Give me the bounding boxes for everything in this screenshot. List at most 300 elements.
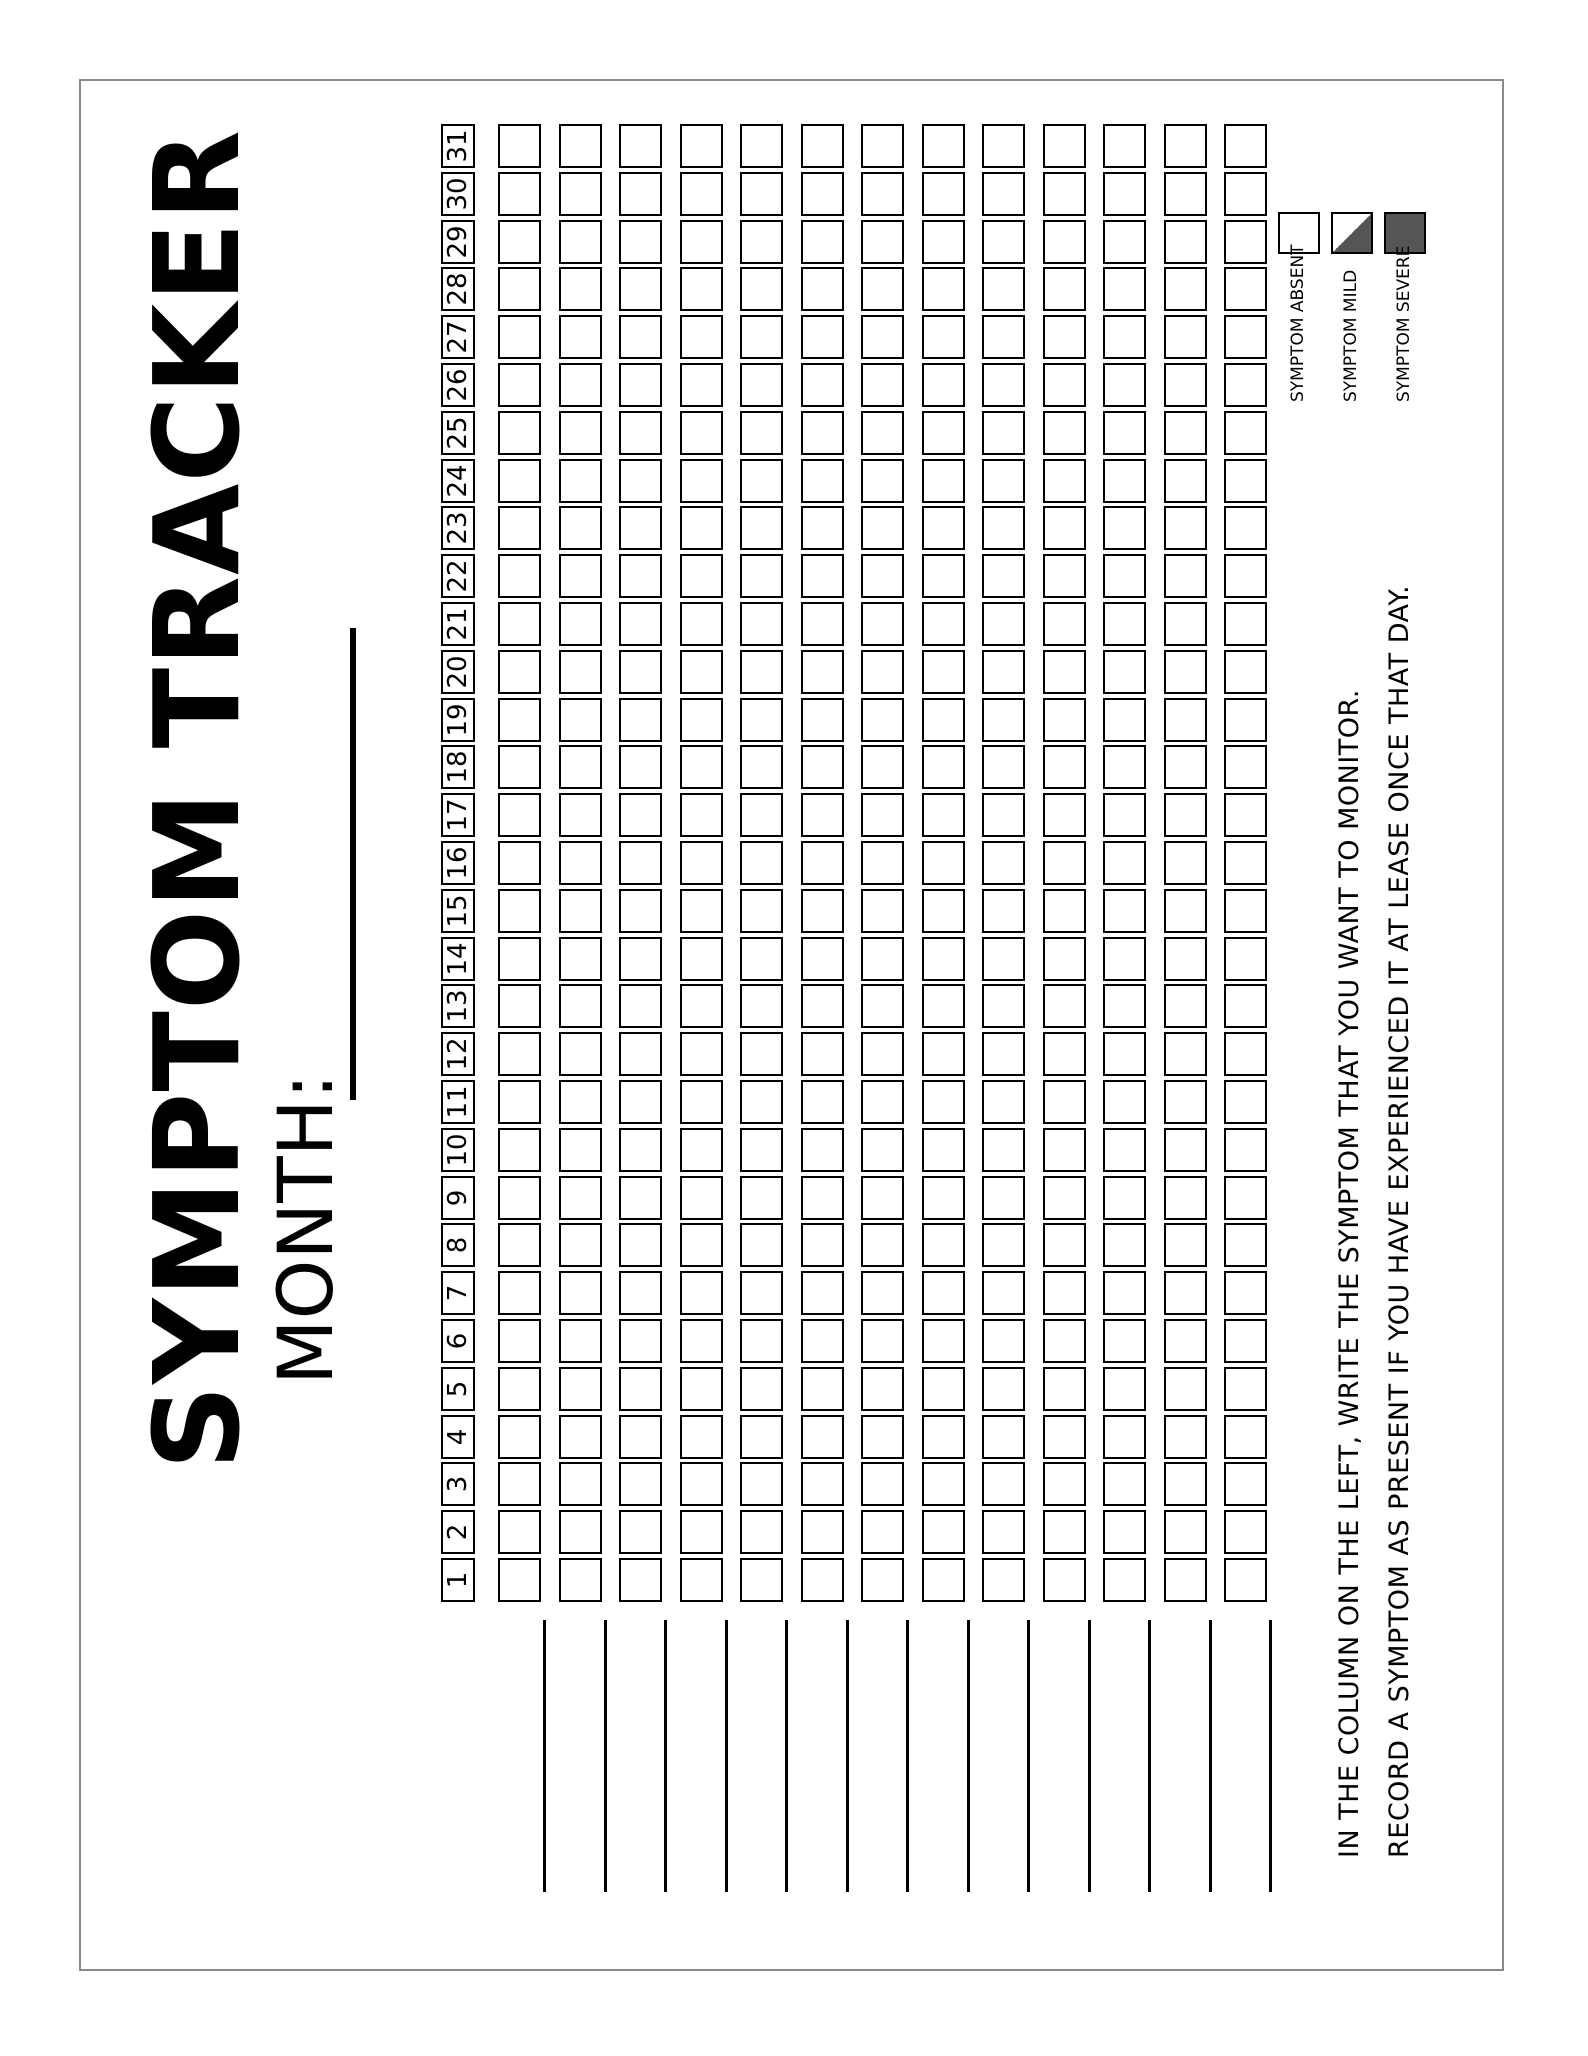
symptom-day-cell[interactable] (861, 267, 904, 311)
symptom-day-cell[interactable] (559, 1223, 602, 1267)
symptom-day-cell[interactable] (861, 793, 904, 837)
symptom-day-cell[interactable] (680, 506, 723, 550)
symptom-day-cell[interactable] (861, 554, 904, 598)
symptom-day-cell[interactable] (1164, 1367, 1207, 1411)
symptom-day-cell[interactable] (982, 1176, 1025, 1220)
symptom-day-cell[interactable] (982, 267, 1025, 311)
symptom-day-cell[interactable] (1103, 1032, 1146, 1076)
symptom-day-cell[interactable] (1164, 841, 1207, 885)
symptom-day-cell[interactable] (1043, 1223, 1086, 1267)
symptom-day-cell[interactable] (922, 1415, 965, 1459)
symptom-day-cell[interactable] (498, 267, 541, 311)
symptom-day-cell[interactable] (559, 841, 602, 885)
symptom-day-cell[interactable] (1103, 1462, 1146, 1506)
symptom-day-cell[interactable] (1224, 315, 1267, 359)
symptom-day-cell[interactable] (1224, 506, 1267, 550)
symptom-day-cell[interactable] (801, 1558, 844, 1602)
symptom-day-cell[interactable] (740, 984, 783, 1028)
symptom-day-cell[interactable] (1164, 363, 1207, 407)
symptom-day-cell[interactable] (498, 124, 541, 168)
symptom-day-cell[interactable] (1164, 315, 1207, 359)
symptom-day-cell[interactable] (680, 793, 723, 837)
symptom-day-cell[interactable] (740, 841, 783, 885)
symptom-day-cell[interactable] (1103, 1128, 1146, 1172)
symptom-day-cell[interactable] (740, 1032, 783, 1076)
symptom-day-cell[interactable] (1043, 506, 1086, 550)
symptom-day-cell[interactable] (498, 1080, 541, 1124)
symptom-day-cell[interactable] (1224, 889, 1267, 933)
symptom-day-cell[interactable] (1224, 267, 1267, 311)
symptom-day-cell[interactable] (1043, 1367, 1086, 1411)
symptom-name-line[interactable] (604, 1620, 607, 1892)
symptom-day-cell[interactable] (801, 1319, 844, 1363)
symptom-day-cell[interactable] (498, 459, 541, 503)
symptom-name-line[interactable] (967, 1620, 970, 1892)
symptom-day-cell[interactable] (619, 1462, 662, 1506)
symptom-day-cell[interactable] (619, 793, 662, 837)
symptom-day-cell[interactable] (982, 172, 1025, 216)
symptom-day-cell[interactable] (861, 172, 904, 216)
symptom-day-cell[interactable] (982, 984, 1025, 1028)
symptom-day-cell[interactable] (559, 698, 602, 742)
symptom-day-cell[interactable] (1043, 745, 1086, 789)
symptom-day-cell[interactable] (559, 459, 602, 503)
symptom-day-cell[interactable] (498, 1176, 541, 1220)
symptom-day-cell[interactable] (740, 698, 783, 742)
symptom-day-cell[interactable] (861, 937, 904, 981)
symptom-day-cell[interactable] (680, 1032, 723, 1076)
symptom-day-cell[interactable] (801, 793, 844, 837)
symptom-day-cell[interactable] (982, 124, 1025, 168)
symptom-day-cell[interactable] (982, 411, 1025, 455)
symptom-day-cell[interactable] (801, 1462, 844, 1506)
symptom-day-cell[interactable] (740, 1367, 783, 1411)
symptom-day-cell[interactable] (982, 602, 1025, 646)
symptom-day-cell[interactable] (1164, 554, 1207, 598)
symptom-day-cell[interactable] (801, 220, 844, 264)
symptom-day-cell[interactable] (619, 554, 662, 598)
symptom-day-cell[interactable] (559, 602, 602, 646)
symptom-day-cell[interactable] (680, 698, 723, 742)
symptom-day-cell[interactable] (680, 1415, 723, 1459)
symptom-name-line[interactable] (785, 1620, 788, 1892)
symptom-day-cell[interactable] (801, 459, 844, 503)
symptom-name-line[interactable] (1027, 1620, 1030, 1892)
symptom-day-cell[interactable] (619, 1176, 662, 1220)
symptom-day-cell[interactable] (1103, 1367, 1146, 1411)
symptom-day-cell[interactable] (1043, 650, 1086, 694)
symptom-day-cell[interactable] (1043, 315, 1086, 359)
symptom-day-cell[interactable] (1103, 363, 1146, 407)
symptom-day-cell[interactable] (982, 937, 1025, 981)
symptom-day-cell[interactable] (740, 793, 783, 837)
symptom-day-cell[interactable] (498, 889, 541, 933)
symptom-day-cell[interactable] (861, 315, 904, 359)
symptom-day-cell[interactable] (740, 1223, 783, 1267)
symptom-day-cell[interactable] (922, 363, 965, 407)
symptom-day-cell[interactable] (1224, 363, 1267, 407)
symptom-day-cell[interactable] (982, 1319, 1025, 1363)
symptom-day-cell[interactable] (1103, 1510, 1146, 1554)
symptom-day-cell[interactable] (740, 363, 783, 407)
symptom-day-cell[interactable] (1164, 267, 1207, 311)
symptom-day-cell[interactable] (680, 1462, 723, 1506)
symptom-day-cell[interactable] (740, 1128, 783, 1172)
symptom-day-cell[interactable] (1164, 220, 1207, 264)
symptom-day-cell[interactable] (740, 1510, 783, 1554)
symptom-day-cell[interactable] (1043, 889, 1086, 933)
symptom-day-cell[interactable] (740, 1558, 783, 1602)
symptom-day-cell[interactable] (498, 1032, 541, 1076)
symptom-day-cell[interactable] (922, 124, 965, 168)
symptom-day-cell[interactable] (1043, 172, 1086, 216)
symptom-day-cell[interactable] (1043, 698, 1086, 742)
symptom-day-cell[interactable] (680, 1319, 723, 1363)
symptom-day-cell[interactable] (861, 602, 904, 646)
symptom-day-cell[interactable] (740, 1415, 783, 1459)
symptom-name-line[interactable] (1088, 1620, 1091, 1892)
symptom-day-cell[interactable] (982, 459, 1025, 503)
symptom-day-cell[interactable] (1164, 1223, 1207, 1267)
symptom-day-cell[interactable] (1103, 411, 1146, 455)
symptom-day-cell[interactable] (619, 745, 662, 789)
symptom-day-cell[interactable] (559, 1176, 602, 1220)
symptom-day-cell[interactable] (1224, 745, 1267, 789)
symptom-day-cell[interactable] (801, 1367, 844, 1411)
symptom-name-line[interactable] (725, 1620, 728, 1892)
symptom-day-cell[interactable] (1164, 172, 1207, 216)
symptom-day-cell[interactable] (498, 1415, 541, 1459)
symptom-day-cell[interactable] (740, 650, 783, 694)
symptom-day-cell[interactable] (680, 1128, 723, 1172)
symptom-day-cell[interactable] (619, 1367, 662, 1411)
symptom-day-cell[interactable] (801, 1415, 844, 1459)
symptom-day-cell[interactable] (680, 650, 723, 694)
symptom-day-cell[interactable] (619, 937, 662, 981)
symptom-day-cell[interactable] (1043, 841, 1086, 885)
symptom-day-cell[interactable] (1103, 506, 1146, 550)
symptom-day-cell[interactable] (740, 267, 783, 311)
symptom-day-cell[interactable] (680, 984, 723, 1028)
symptom-day-cell[interactable] (922, 1128, 965, 1172)
symptom-day-cell[interactable] (619, 363, 662, 407)
symptom-day-cell[interactable] (498, 650, 541, 694)
symptom-day-cell[interactable] (982, 1415, 1025, 1459)
symptom-day-cell[interactable] (619, 984, 662, 1028)
symptom-day-cell[interactable] (1043, 1510, 1086, 1554)
symptom-day-cell[interactable] (1043, 1415, 1086, 1459)
symptom-day-cell[interactable] (1103, 650, 1146, 694)
symptom-day-cell[interactable] (680, 937, 723, 981)
symptom-day-cell[interactable] (1043, 220, 1086, 264)
symptom-day-cell[interactable] (801, 1510, 844, 1554)
symptom-day-cell[interactable] (861, 841, 904, 885)
symptom-day-cell[interactable] (922, 1080, 965, 1124)
symptom-day-cell[interactable] (680, 1271, 723, 1315)
symptom-day-cell[interactable] (619, 172, 662, 216)
symptom-day-cell[interactable] (861, 1367, 904, 1411)
symptom-day-cell[interactable] (1164, 1080, 1207, 1124)
symptom-day-cell[interactable] (680, 267, 723, 311)
symptom-day-cell[interactable] (982, 889, 1025, 933)
symptom-day-cell[interactable] (498, 1319, 541, 1363)
symptom-day-cell[interactable] (861, 363, 904, 407)
symptom-day-cell[interactable] (922, 650, 965, 694)
symptom-day-cell[interactable] (740, 1319, 783, 1363)
symptom-day-cell[interactable] (801, 984, 844, 1028)
symptom-day-cell[interactable] (740, 554, 783, 598)
symptom-day-cell[interactable] (498, 698, 541, 742)
symptom-day-cell[interactable] (498, 1128, 541, 1172)
symptom-day-cell[interactable] (740, 506, 783, 550)
symptom-day-cell[interactable] (559, 506, 602, 550)
symptom-day-cell[interactable] (1043, 554, 1086, 598)
symptom-day-cell[interactable] (1103, 698, 1146, 742)
symptom-day-cell[interactable] (680, 554, 723, 598)
symptom-day-cell[interactable] (559, 984, 602, 1028)
symptom-day-cell[interactable] (861, 411, 904, 455)
symptom-day-cell[interactable] (1103, 1176, 1146, 1220)
symptom-day-cell[interactable] (619, 889, 662, 933)
symptom-day-cell[interactable] (861, 1319, 904, 1363)
symptom-day-cell[interactable] (1164, 793, 1207, 837)
symptom-day-cell[interactable] (680, 1558, 723, 1602)
symptom-day-cell[interactable] (680, 1510, 723, 1554)
symptom-day-cell[interactable] (498, 1367, 541, 1411)
symptom-day-cell[interactable] (559, 315, 602, 359)
symptom-day-cell[interactable] (619, 650, 662, 694)
symptom-day-cell[interactable] (559, 1462, 602, 1506)
symptom-day-cell[interactable] (498, 841, 541, 885)
symptom-day-cell[interactable] (1164, 1558, 1207, 1602)
symptom-day-cell[interactable] (680, 172, 723, 216)
symptom-day-cell[interactable] (498, 411, 541, 455)
symptom-day-cell[interactable] (1043, 602, 1086, 646)
symptom-day-cell[interactable] (1103, 1271, 1146, 1315)
symptom-day-cell[interactable] (861, 698, 904, 742)
symptom-day-cell[interactable] (922, 1462, 965, 1506)
symptom-day-cell[interactable] (559, 220, 602, 264)
symptom-day-cell[interactable] (1224, 937, 1267, 981)
symptom-day-cell[interactable] (922, 1510, 965, 1554)
symptom-day-cell[interactable] (922, 554, 965, 598)
symptom-day-cell[interactable] (1103, 602, 1146, 646)
symptom-day-cell[interactable] (982, 793, 1025, 837)
symptom-day-cell[interactable] (982, 1128, 1025, 1172)
symptom-day-cell[interactable] (559, 1415, 602, 1459)
symptom-day-cell[interactable] (1224, 1271, 1267, 1315)
symptom-day-cell[interactable] (861, 1176, 904, 1220)
symptom-day-cell[interactable] (1224, 459, 1267, 503)
symptom-day-cell[interactable] (1164, 506, 1207, 550)
symptom-day-cell[interactable] (982, 1271, 1025, 1315)
symptom-day-cell[interactable] (922, 1558, 965, 1602)
symptom-day-cell[interactable] (1224, 1128, 1267, 1172)
symptom-day-cell[interactable] (619, 1558, 662, 1602)
symptom-day-cell[interactable] (1043, 1128, 1086, 1172)
symptom-day-cell[interactable] (1043, 937, 1086, 981)
symptom-day-cell[interactable] (619, 220, 662, 264)
symptom-day-cell[interactable] (801, 172, 844, 216)
symptom-day-cell[interactable] (619, 1080, 662, 1124)
symptom-day-cell[interactable] (861, 650, 904, 694)
symptom-day-cell[interactable] (982, 315, 1025, 359)
symptom-day-cell[interactable] (1224, 650, 1267, 694)
symptom-day-cell[interactable] (498, 937, 541, 981)
symptom-day-cell[interactable] (1224, 1510, 1267, 1554)
symptom-day-cell[interactable] (922, 602, 965, 646)
symptom-day-cell[interactable] (498, 602, 541, 646)
symptom-day-cell[interactable] (559, 124, 602, 168)
symptom-day-cell[interactable] (861, 1223, 904, 1267)
symptom-day-cell[interactable] (861, 1510, 904, 1554)
symptom-day-cell[interactable] (1164, 1415, 1207, 1459)
symptom-day-cell[interactable] (559, 1367, 602, 1411)
symptom-day-cell[interactable] (559, 1319, 602, 1363)
symptom-day-cell[interactable] (801, 1032, 844, 1076)
symptom-day-cell[interactable] (1224, 841, 1267, 885)
symptom-day-cell[interactable] (922, 1271, 965, 1315)
symptom-day-cell[interactable] (619, 267, 662, 311)
symptom-day-cell[interactable] (1224, 1176, 1267, 1220)
symptom-day-cell[interactable] (619, 411, 662, 455)
symptom-day-cell[interactable] (1224, 1367, 1267, 1411)
symptom-day-cell[interactable] (801, 745, 844, 789)
symptom-day-cell[interactable] (922, 1367, 965, 1411)
symptom-day-cell[interactable] (559, 411, 602, 455)
symptom-name-line[interactable] (664, 1620, 667, 1892)
symptom-day-cell[interactable] (559, 554, 602, 598)
symptom-day-cell[interactable] (1103, 554, 1146, 598)
symptom-day-cell[interactable] (922, 1176, 965, 1220)
symptom-day-cell[interactable] (559, 793, 602, 837)
symptom-day-cell[interactable] (1224, 984, 1267, 1028)
symptom-day-cell[interactable] (1103, 267, 1146, 311)
symptom-day-cell[interactable] (1103, 1415, 1146, 1459)
symptom-day-cell[interactable] (498, 1271, 541, 1315)
symptom-day-cell[interactable] (1224, 411, 1267, 455)
symptom-day-cell[interactable] (922, 1032, 965, 1076)
symptom-day-cell[interactable] (740, 889, 783, 933)
symptom-day-cell[interactable] (801, 1128, 844, 1172)
symptom-day-cell[interactable] (1164, 124, 1207, 168)
symptom-day-cell[interactable] (801, 698, 844, 742)
symptom-day-cell[interactable] (498, 363, 541, 407)
symptom-day-cell[interactable] (559, 363, 602, 407)
symptom-day-cell[interactable] (619, 1510, 662, 1554)
symptom-day-cell[interactable] (740, 220, 783, 264)
symptom-day-cell[interactable] (801, 506, 844, 550)
symptom-day-cell[interactable] (619, 1223, 662, 1267)
symptom-day-cell[interactable] (1103, 984, 1146, 1028)
symptom-day-cell[interactable] (680, 841, 723, 885)
symptom-day-cell[interactable] (619, 1319, 662, 1363)
symptom-day-cell[interactable] (1103, 889, 1146, 933)
symptom-day-cell[interactable] (801, 841, 844, 885)
symptom-day-cell[interactable] (1164, 1176, 1207, 1220)
symptom-day-cell[interactable] (861, 124, 904, 168)
symptom-day-cell[interactable] (801, 124, 844, 168)
symptom-day-cell[interactable] (982, 1462, 1025, 1506)
symptom-day-cell[interactable] (982, 1558, 1025, 1602)
symptom-day-cell[interactable] (1164, 1510, 1207, 1554)
symptom-day-cell[interactable] (922, 1223, 965, 1267)
symptom-day-cell[interactable] (1164, 650, 1207, 694)
symptom-day-cell[interactable] (1043, 1319, 1086, 1363)
symptom-day-cell[interactable] (498, 1462, 541, 1506)
symptom-day-cell[interactable] (619, 698, 662, 742)
symptom-day-cell[interactable] (559, 267, 602, 311)
symptom-day-cell[interactable] (801, 315, 844, 359)
symptom-day-cell[interactable] (1043, 793, 1086, 837)
symptom-day-cell[interactable] (559, 650, 602, 694)
symptom-day-cell[interactable] (1224, 602, 1267, 646)
symptom-name-line[interactable] (1148, 1620, 1151, 1892)
symptom-day-cell[interactable] (680, 124, 723, 168)
symptom-day-cell[interactable] (619, 124, 662, 168)
symptom-day-cell[interactable] (559, 889, 602, 933)
symptom-day-cell[interactable] (680, 459, 723, 503)
symptom-day-cell[interactable] (1164, 459, 1207, 503)
symptom-day-cell[interactable] (801, 363, 844, 407)
symptom-day-cell[interactable] (1043, 1176, 1086, 1220)
symptom-day-cell[interactable] (1164, 984, 1207, 1028)
symptom-day-cell[interactable] (498, 554, 541, 598)
symptom-day-cell[interactable] (1224, 1080, 1267, 1124)
symptom-day-cell[interactable] (922, 793, 965, 837)
symptom-day-cell[interactable] (922, 506, 965, 550)
symptom-day-cell[interactable] (1103, 1080, 1146, 1124)
symptom-day-cell[interactable] (1224, 1319, 1267, 1363)
symptom-day-cell[interactable] (1164, 1128, 1207, 1172)
symptom-day-cell[interactable] (1043, 363, 1086, 407)
symptom-day-cell[interactable] (1043, 1032, 1086, 1076)
symptom-day-cell[interactable] (498, 1558, 541, 1602)
symptom-day-cell[interactable] (559, 1128, 602, 1172)
symptom-day-cell[interactable] (1103, 172, 1146, 216)
symptom-day-cell[interactable] (801, 554, 844, 598)
symptom-day-cell[interactable] (982, 1367, 1025, 1411)
symptom-day-cell[interactable] (740, 172, 783, 216)
symptom-day-cell[interactable] (982, 841, 1025, 885)
symptom-day-cell[interactable] (1043, 459, 1086, 503)
symptom-day-cell[interactable] (922, 411, 965, 455)
symptom-day-cell[interactable] (801, 1080, 844, 1124)
symptom-day-cell[interactable] (740, 745, 783, 789)
symptom-day-cell[interactable] (922, 220, 965, 264)
symptom-day-cell[interactable] (1224, 220, 1267, 264)
symptom-day-cell[interactable] (1043, 1462, 1086, 1506)
symptom-day-cell[interactable] (740, 1462, 783, 1506)
symptom-day-cell[interactable] (680, 1367, 723, 1411)
symptom-day-cell[interactable] (498, 984, 541, 1028)
symptom-day-cell[interactable] (801, 1271, 844, 1315)
symptom-day-cell[interactable] (619, 1128, 662, 1172)
symptom-day-cell[interactable] (1043, 984, 1086, 1028)
symptom-day-cell[interactable] (498, 506, 541, 550)
symptom-day-cell[interactable] (740, 1176, 783, 1220)
symptom-day-cell[interactable] (1103, 1223, 1146, 1267)
symptom-day-cell[interactable] (861, 1415, 904, 1459)
symptom-day-cell[interactable] (1043, 1080, 1086, 1124)
symptom-day-cell[interactable] (982, 554, 1025, 598)
symptom-day-cell[interactable] (982, 1080, 1025, 1124)
symptom-day-cell[interactable] (680, 363, 723, 407)
symptom-day-cell[interactable] (982, 698, 1025, 742)
symptom-day-cell[interactable] (861, 1032, 904, 1076)
symptom-day-cell[interactable] (619, 841, 662, 885)
symptom-day-cell[interactable] (801, 937, 844, 981)
